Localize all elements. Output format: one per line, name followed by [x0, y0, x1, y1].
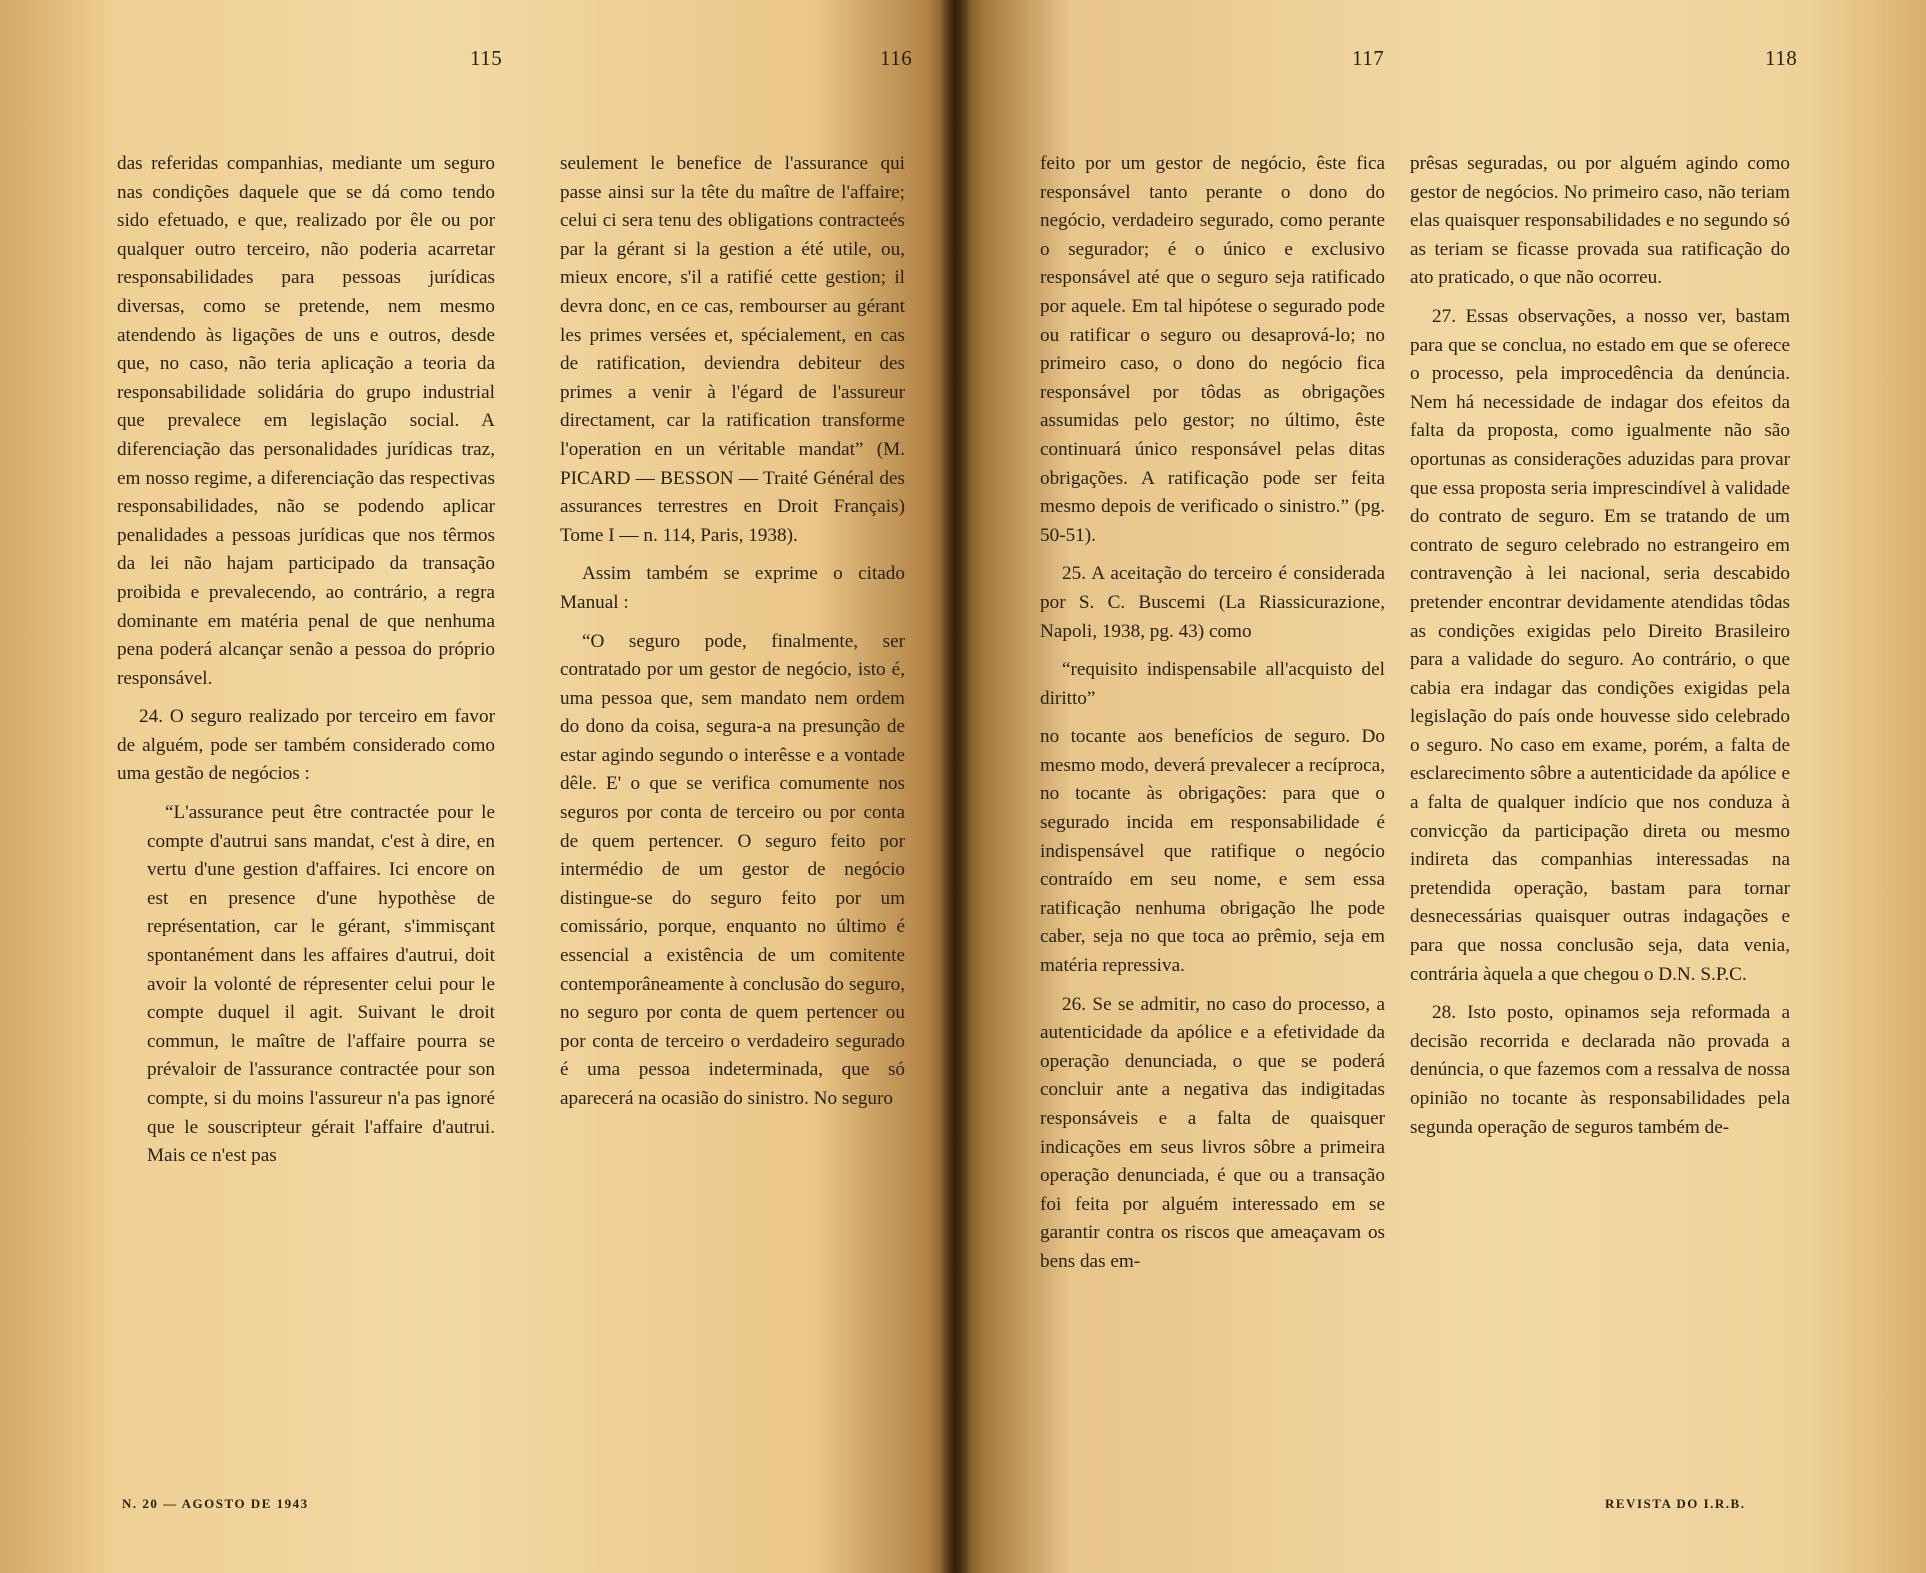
page-number-117: 117 [1352, 46, 1385, 70]
page-number-116: 116 [880, 46, 913, 70]
column-page-117 [1040, 150, 1385, 1287]
footer-journal: REVISTA DO I.R.B. [1605, 1496, 1746, 1511]
paragraph: Assim também se exprime o citado Manual : [560, 563, 905, 613]
paragraph: das referidas companhias, mediante um seguro nas condições daquele que se dá como tendo sido efetuado, e que, realizado por êle ou por qualquer outro terceiro, não poderia acarretar responsabilidades para pessoas jurídicas diversas, como se pretende, nem mesmo atendendo às ligações de uns e outros, desde que, no caso, não teria aplicação a teoria da responsabilidade solidária do grupo industrial que prevalece em legislação social. A diferenciação das personalidades jurídicas traz, em nosso regime, a diferenciação das respectivas responsabilidades, não se podendo aplicar penalidades a pessoas jurídicas que nos têrmos da lei não hajam participado da transação proibida e prevalecendo, ao contrário, a regra dominante em matéria penal de que nenhuma pena poderá alcançar senão a pessoa do próprio responsável. [117, 153, 495, 689]
column-page-116 [560, 150, 905, 1124]
paragraph: 28. Isto posto, opinamos seja reformada a decisão recorrida e declarada não provada a denúncia, o que fazemos com a ressalva de nossa opinião no tocante às responsabilidades pela segunda operação de seguros também de- [1410, 1002, 1790, 1138]
column-page-115 [117, 150, 495, 1181]
paragraph: feito por um gestor de negócio, êste fica responsável tanto perante o dono do negócio, verdadeiro segurado, como perante o segurador; é o único e exclusivo responsável até que o seguro seja ratificado por aquele. Em tal hipótese o segurado pode ou ratificar o seguro ou desaprová-lo; no primeiro caso, o dono do negócio fica responsável por tôdas as obrigações assumidas pelo gestor; no último, êste continuará único responsável pelas ditas obrigações. A ratificação pode ser feita mesmo depois de verificado o sinistro.” (pg. 50-51). [1040, 153, 1385, 546]
quoted-paragraph: “O seguro pode, finalmente, ser contratado por um gestor de negócio, isto é, uma pessoa que, sem mandato nem ordem do dono da coisa, segura-a na presunção de estar agindo segundo o interêsse e a vontade dêle. E' o que se verifica comumente nos seguros por conta de terceiro ou por conta de quem pertencer. O seguro feito por intermédio de um gestor de negócio distingue-se do seguro feito por um comissário, porque, enquanto no último é essencial a existência de um comitente contemporâneamente à conclusão do seguro, no seguro por conta de quem pertencer ou por conta de terceiro o verdadeiro segurado é uma pessoa indeterminada, que só aparecerá na ocasião do sinistro. No seguro [560, 630, 905, 1109]
paragraph: 25. A aceitação do terceiro é considerada por S. C. Buscemi (La Riassicurazione, Napoli, 1938, pg. 43) como [1040, 563, 1385, 642]
book-gutter [940, 0, 970, 1573]
page-number-118: 118 [1765, 46, 1798, 70]
quoted-paragraph: “L'assurance peut être contractée pour le compte d'autrui sans mandat, c'est à dire, en vertu d'une gestion d'affaires. Ici encore on est en presence d'une hypothèse de représentation, car le gérant, s'immisçant spontanément dans les affaires d'autrui, doit avoir la volonté de répresenter celui pour le compte duquel il agit. Suivant le droit commun, le maître de l'affaire pourra se prévaloir de l'assurance contractée pour son compte, si du moins l'assureur n'a pas ignoré que le souscripteur gérait l'affaire d'autrui. Mais ce n'est pas [147, 802, 495, 1167]
paragraph: prêsas seguradas, ou por alguém agindo como gestor de negócios. No primeiro caso, não teriam elas quaisquer responsabilidades e no segundo só as teriam se ficasse provada sua ratificação do ato praticado, o que não ocorreu. [1410, 153, 1790, 289]
quoted-paragraph: “requisito indispensabile all'acquisto del diritto” [1040, 659, 1385, 709]
paragraph: 24. O seguro realizado por terceiro em favor de alguém, pode ser também considerado como uma gestão de negócios : [117, 706, 495, 785]
paragraph: no tocante aos benefícios de seguro. Do mesmo modo, deverá prevalecer a recíproca, no tocante às obrigações: para que o segurado incida em responsabilidade é indispensável que ratifique o negócio contraído em seu nome, e sem essa ratificação nenhuma obrigação lhe pode caber, seja no que toca ao prêmio, seja em matéria repressiva. [1040, 726, 1385, 977]
column-page-118 [1410, 150, 1790, 1152]
footer-issue: N. 20 — AGOSTO DE 1943 [122, 1496, 309, 1511]
paragraph: 27. Essas observações, a nosso ver, bastam para que se conclua, no estado em que se oferece o processo, pela improcedência da denúncia. Nem há necessidade de indagar dos efeitos da falta da proposta, como igualmente não são oportunas as considerações aduzidas para provar que essa proposta seria imprescindível à validade do contrato de seguro. Em se tratando de um contrato de seguro celebrado no estrangeiro em contravenção à lei nacional, seria descabido pretender encontrar devidamente atendidas tôdas as condições exigidas pelo Direito Brasileiro para a validade do seguro. Ao contrário, o que cabia era indagar das condições exigidas pela legislação do país onde houvesse sido celebrado o seguro. No caso em exame, porém, a falta de esclarecimento sôbre a autenticidade da apólice e a falta de qualquer indício que nos conduza à convicção da participação direta ou mesmo indireta das companhias interessadas na pretendida operação, bastam para tornar desnecessárias quaisquer outras indagações e para que nossa conclusão seja, data venia, contrária àquela a que chegou o D.N. S.P.C. [1410, 305, 1790, 985]
paragraph: seulement le benefice de l'assurance qui passe ainsi sur la tête du maître de l'affaire; celui ci sera tenu des obligations contracteés par la gérant si la gestion a été utile, ou, mieux encore, s'il a ratifié cette gestion; il devra donc, en ce cas, rembourser au gérant les primes versées et, spécialement, en cas de ratification, deviendra debiteur des primes a venir à l'égard de l'assureur directament, car la ratification transforme l'operation en un véritable mandat” (M. PICARD — BESSON — Traité Général des assurances terrestres en Droit Français) Tome I — n. 114, Paris, 1938). [560, 153, 905, 546]
page-number-115: 115 [470, 46, 503, 70]
paragraph: 26. Se se admitir, no caso do processo, a autenticidade da apólice e a efetividade da operação denunciada, o que se poderá concluir ante a negativa das indigitadas responsáveis e a falta de quaisquer indicações em seus livros sôbre a primeira operação denunciada, é que ou a transação foi feita por alguém interessado em se garantir contra os riscos que ameaçavam os bens das em- [1040, 993, 1385, 1272]
